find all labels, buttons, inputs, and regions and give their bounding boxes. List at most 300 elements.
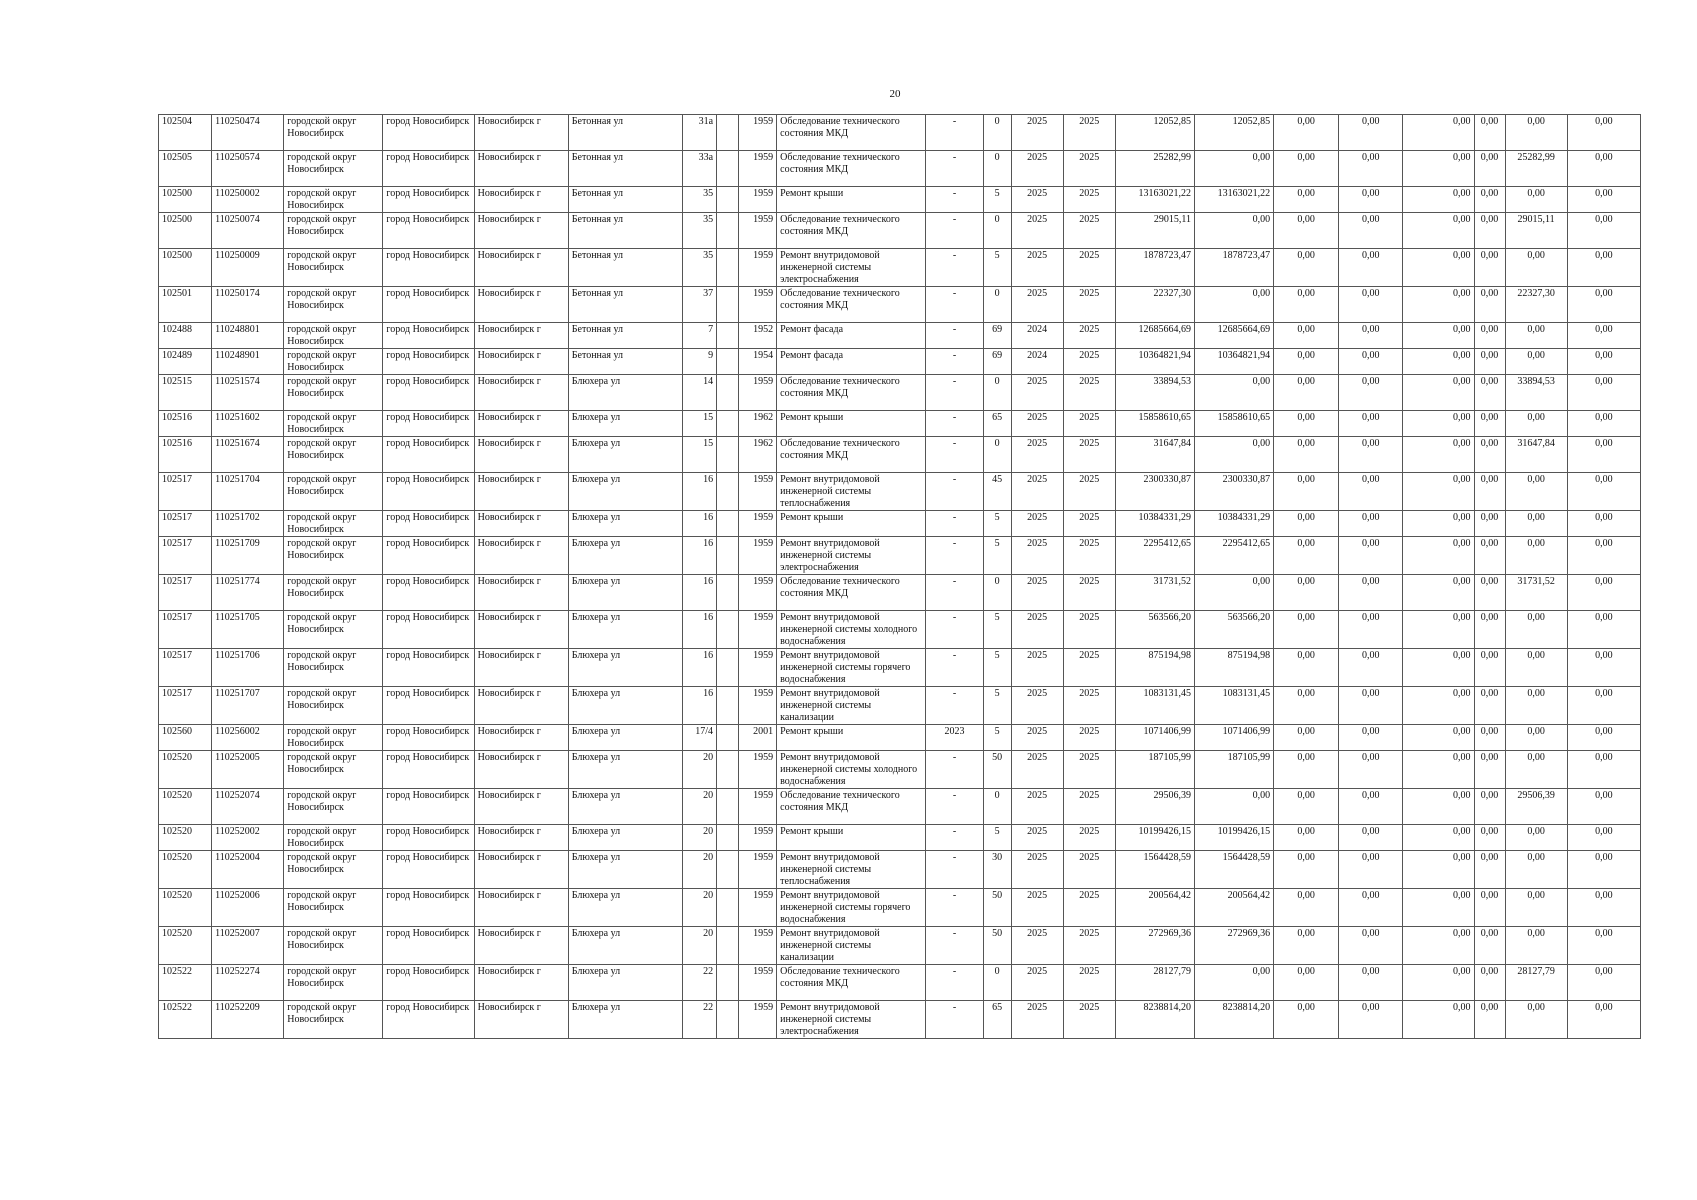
cell-code: 110250574 bbox=[212, 151, 284, 187]
cell-building bbox=[717, 151, 739, 187]
cell-okrug: городской округ Новосибирск bbox=[284, 851, 383, 889]
cell-fund: 8238814,20 bbox=[1194, 1001, 1273, 1039]
cell-house: 35 bbox=[683, 213, 717, 249]
cell-settlement: Новосибирск г bbox=[474, 725, 568, 751]
cell-street: Блюхера ул bbox=[568, 889, 682, 927]
cell-building bbox=[717, 965, 739, 1001]
cell-building bbox=[717, 1001, 739, 1039]
cell-work: Ремонт внутридомовой инженерной системы канализации bbox=[777, 687, 926, 725]
cell-v5: 31647,84 bbox=[1505, 437, 1567, 473]
table-row bbox=[159, 323, 1641, 349]
table-row bbox=[159, 411, 1641, 437]
cell-v3: 0,00 bbox=[1403, 1001, 1474, 1039]
cell-house: 16 bbox=[683, 687, 717, 725]
cell-plan-to: 2025 bbox=[1063, 789, 1115, 825]
cell-work: Ремонт крыши bbox=[777, 511, 926, 537]
cell-house: 16 bbox=[683, 611, 717, 649]
cell-work: Ремонт внутридомовой инженерной системы теплоснабжения bbox=[777, 473, 926, 511]
cell-last: - bbox=[926, 889, 983, 927]
cell-wear: 0 bbox=[983, 213, 1011, 249]
cell-v2: 0,00 bbox=[1339, 649, 1403, 687]
cell-v1: 0,00 bbox=[1274, 537, 1339, 575]
cell-house: 17/4 bbox=[683, 725, 717, 751]
cell-work: Ремонт фасада bbox=[777, 323, 926, 349]
cell-v2: 0,00 bbox=[1339, 751, 1403, 789]
cell-code: 110250002 bbox=[212, 187, 284, 213]
cell-v6: 0,00 bbox=[1567, 789, 1640, 825]
cell-v3: 0,00 bbox=[1403, 511, 1474, 537]
cell-wear: 45 bbox=[983, 473, 1011, 511]
cell-fund: 12052,85 bbox=[1194, 115, 1273, 151]
cell-last: - bbox=[926, 649, 983, 687]
cell-settlement: Новосибирск г bbox=[474, 789, 568, 825]
cell-id: 102504 bbox=[159, 115, 212, 151]
cell-total: 28127,79 bbox=[1115, 965, 1194, 1001]
table-row bbox=[159, 115, 1641, 151]
cell-v5: 0,00 bbox=[1505, 473, 1567, 511]
cell-okrug: городской округ Новосибирск bbox=[284, 375, 383, 411]
cell-fund: 563566,20 bbox=[1194, 611, 1273, 649]
cell-settlement: Новосибирск г bbox=[474, 115, 568, 151]
cell-city: город Новосибирск bbox=[383, 213, 474, 249]
cell-fund: 12685664,69 bbox=[1194, 323, 1273, 349]
cell-v6: 0,00 bbox=[1567, 725, 1640, 751]
cell-plan-to: 2025 bbox=[1063, 187, 1115, 213]
cell-house: 35 bbox=[683, 187, 717, 213]
cell-v6: 0,00 bbox=[1567, 825, 1640, 851]
cell-id: 102517 bbox=[159, 611, 212, 649]
cell-street: Бетонная ул bbox=[568, 151, 682, 187]
cell-okrug: городской округ Новосибирск bbox=[284, 889, 383, 927]
cell-work: Обследование технического состояния МКД bbox=[777, 287, 926, 323]
cell-year: 1959 bbox=[739, 751, 777, 789]
table-body bbox=[159, 115, 1641, 1039]
cell-v2: 0,00 bbox=[1339, 213, 1403, 249]
cell-id: 102517 bbox=[159, 511, 212, 537]
cell-v2: 0,00 bbox=[1339, 511, 1403, 537]
cell-id: 102517 bbox=[159, 575, 212, 611]
cell-okrug: городской округ Новосибирск bbox=[284, 965, 383, 1001]
cell-wear: 0 bbox=[983, 375, 1011, 411]
cell-v4: 0,00 bbox=[1474, 473, 1505, 511]
cell-v5: 0,00 bbox=[1505, 611, 1567, 649]
cell-plan-to: 2025 bbox=[1063, 151, 1115, 187]
cell-plan-to: 2025 bbox=[1063, 611, 1115, 649]
cell-v4: 0,00 bbox=[1474, 889, 1505, 927]
cell-v2: 0,00 bbox=[1339, 725, 1403, 751]
cell-v4: 0,00 bbox=[1474, 927, 1505, 965]
cell-last: - bbox=[926, 965, 983, 1001]
cell-total: 31647,84 bbox=[1115, 437, 1194, 473]
cell-settlement: Новосибирск г bbox=[474, 889, 568, 927]
cell-street: Бетонная ул bbox=[568, 249, 682, 287]
cell-id: 102520 bbox=[159, 927, 212, 965]
cell-v1: 0,00 bbox=[1274, 411, 1339, 437]
cell-id: 102517 bbox=[159, 649, 212, 687]
cell-code: 110248901 bbox=[212, 349, 284, 375]
cell-fund: 15858610,65 bbox=[1194, 411, 1273, 437]
cell-v6: 0,00 bbox=[1567, 323, 1640, 349]
cell-v5: 0,00 bbox=[1505, 725, 1567, 751]
cell-building bbox=[717, 789, 739, 825]
cell-plan-to: 2025 bbox=[1063, 649, 1115, 687]
cell-settlement: Новосибирск г bbox=[474, 537, 568, 575]
cell-year: 1952 bbox=[739, 323, 777, 349]
cell-street: Блюхера ул bbox=[568, 649, 682, 687]
cell-total: 200564,42 bbox=[1115, 889, 1194, 927]
cell-fund: 13163021,22 bbox=[1194, 187, 1273, 213]
cell-street: Блюхера ул bbox=[568, 473, 682, 511]
cell-street: Блюхера ул bbox=[568, 537, 682, 575]
table-row bbox=[159, 375, 1641, 411]
cell-plan-from: 2025 bbox=[1011, 151, 1063, 187]
cell-building bbox=[717, 323, 739, 349]
cell-okrug: городской округ Новосибирск bbox=[284, 249, 383, 287]
cell-v4: 0,00 bbox=[1474, 1001, 1505, 1039]
cell-last: - bbox=[926, 789, 983, 825]
table-row bbox=[159, 889, 1641, 927]
cell-plan-from: 2025 bbox=[1011, 927, 1063, 965]
page-number: 20 bbox=[889, 88, 901, 100]
cell-code: 110252209 bbox=[212, 1001, 284, 1039]
cell-building bbox=[717, 927, 739, 965]
cell-v3: 0,00 bbox=[1403, 115, 1474, 151]
cell-v4: 0,00 bbox=[1474, 575, 1505, 611]
cell-v2: 0,00 bbox=[1339, 889, 1403, 927]
cell-street: Бетонная ул bbox=[568, 115, 682, 151]
cell-total: 10199426,15 bbox=[1115, 825, 1194, 851]
cell-id: 102520 bbox=[159, 789, 212, 825]
cell-total: 15858610,65 bbox=[1115, 411, 1194, 437]
cell-v2: 0,00 bbox=[1339, 411, 1403, 437]
cell-city: город Новосибирск bbox=[383, 437, 474, 473]
cell-year: 1959 bbox=[739, 151, 777, 187]
cell-city: город Новосибирск bbox=[383, 287, 474, 323]
cell-year: 1959 bbox=[739, 511, 777, 537]
cell-v2: 0,00 bbox=[1339, 115, 1403, 151]
cell-v6: 0,00 bbox=[1567, 611, 1640, 649]
cell-year: 1959 bbox=[739, 187, 777, 213]
cell-work: Ремонт внутридомовой инженерной системы горячего водоснабжения bbox=[777, 889, 926, 927]
cell-settlement: Новосибирск г bbox=[474, 375, 568, 411]
cell-okrug: городской округ Новосибирск bbox=[284, 187, 383, 213]
cell-building bbox=[717, 213, 739, 249]
cell-plan-to: 2025 bbox=[1063, 927, 1115, 965]
cell-work: Ремонт внутридомовой инженерной системы холодного водоснабжения bbox=[777, 751, 926, 789]
cell-wear: 0 bbox=[983, 115, 1011, 151]
cell-v4: 0,00 bbox=[1474, 825, 1505, 851]
cell-street: Бетонная ул bbox=[568, 287, 682, 323]
cell-code: 110251704 bbox=[212, 473, 284, 511]
cell-total: 10384331,29 bbox=[1115, 511, 1194, 537]
cell-last: - bbox=[926, 825, 983, 851]
cell-last: - bbox=[926, 927, 983, 965]
cell-plan-to: 2025 bbox=[1063, 889, 1115, 927]
cell-last: - bbox=[926, 437, 983, 473]
cell-okrug: городской округ Новосибирск bbox=[284, 537, 383, 575]
cell-wear: 0 bbox=[983, 575, 1011, 611]
cell-house: 20 bbox=[683, 889, 717, 927]
cell-v6: 0,00 bbox=[1567, 511, 1640, 537]
cell-v6: 0,00 bbox=[1567, 249, 1640, 287]
cell-city: город Новосибирск bbox=[383, 411, 474, 437]
cell-plan-from: 2025 bbox=[1011, 889, 1063, 927]
cell-v6: 0,00 bbox=[1567, 649, 1640, 687]
cell-building bbox=[717, 889, 739, 927]
cell-plan-from: 2025 bbox=[1011, 213, 1063, 249]
cell-v4: 0,00 bbox=[1474, 249, 1505, 287]
cell-street: Блюхера ул bbox=[568, 375, 682, 411]
cell-id: 102517 bbox=[159, 537, 212, 575]
cell-total: 187105,99 bbox=[1115, 751, 1194, 789]
cell-code: 110251709 bbox=[212, 537, 284, 575]
cell-v1: 0,00 bbox=[1274, 789, 1339, 825]
cell-fund: 0,00 bbox=[1194, 151, 1273, 187]
cell-year: 1962 bbox=[739, 437, 777, 473]
cell-city: город Новосибирск bbox=[383, 725, 474, 751]
cell-house: 22 bbox=[683, 1001, 717, 1039]
cell-v5: 31731,52 bbox=[1505, 575, 1567, 611]
cell-city: город Новосибирск bbox=[383, 1001, 474, 1039]
cell-plan-from: 2025 bbox=[1011, 473, 1063, 511]
cell-v4: 0,00 bbox=[1474, 349, 1505, 375]
cell-building bbox=[717, 249, 739, 287]
cell-v3: 0,00 bbox=[1403, 411, 1474, 437]
cell-v3: 0,00 bbox=[1403, 323, 1474, 349]
cell-code: 110251602 bbox=[212, 411, 284, 437]
cell-plan-to: 2025 bbox=[1063, 213, 1115, 249]
cell-v4: 0,00 bbox=[1474, 611, 1505, 649]
cell-fund: 1878723,47 bbox=[1194, 249, 1273, 287]
cell-fund: 200564,42 bbox=[1194, 889, 1273, 927]
cell-v4: 0,00 bbox=[1474, 687, 1505, 725]
cell-v6: 0,00 bbox=[1567, 115, 1640, 151]
cell-city: город Новосибирск bbox=[383, 851, 474, 889]
cell-wear: 5 bbox=[983, 825, 1011, 851]
cell-okrug: городской округ Новосибирск bbox=[284, 825, 383, 851]
cell-plan-from: 2025 bbox=[1011, 851, 1063, 889]
cell-total: 272969,36 bbox=[1115, 927, 1194, 965]
cell-v3: 0,00 bbox=[1403, 437, 1474, 473]
cell-wear: 69 bbox=[983, 349, 1011, 375]
cell-settlement: Новосибирск г bbox=[474, 751, 568, 789]
cell-v1: 0,00 bbox=[1274, 187, 1339, 213]
cell-plan-to: 2025 bbox=[1063, 411, 1115, 437]
cell-v1: 0,00 bbox=[1274, 611, 1339, 649]
cell-settlement: Новосибирск г bbox=[474, 611, 568, 649]
cell-v3: 0,00 bbox=[1403, 751, 1474, 789]
cell-fund: 1071406,99 bbox=[1194, 725, 1273, 751]
cell-v5: 0,00 bbox=[1505, 115, 1567, 151]
cell-plan-to: 2025 bbox=[1063, 1001, 1115, 1039]
cell-v6: 0,00 bbox=[1567, 537, 1640, 575]
cell-house: 22 bbox=[683, 965, 717, 1001]
cell-code: 110252007 bbox=[212, 927, 284, 965]
cell-v4: 0,00 bbox=[1474, 151, 1505, 187]
cell-fund: 0,00 bbox=[1194, 965, 1273, 1001]
cell-plan-from: 2025 bbox=[1011, 725, 1063, 751]
cell-v5: 0,00 bbox=[1505, 537, 1567, 575]
cell-plan-to: 2025 bbox=[1063, 287, 1115, 323]
cell-total: 31731,52 bbox=[1115, 575, 1194, 611]
cell-plan-from: 2025 bbox=[1011, 965, 1063, 1001]
cell-v5: 33894,53 bbox=[1505, 375, 1567, 411]
table-row bbox=[159, 851, 1641, 889]
cell-v1: 0,00 bbox=[1274, 213, 1339, 249]
cell-v6: 0,00 bbox=[1567, 1001, 1640, 1039]
cell-fund: 0,00 bbox=[1194, 213, 1273, 249]
cell-v6: 0,00 bbox=[1567, 575, 1640, 611]
cell-last: - bbox=[926, 287, 983, 323]
cell-v1: 0,00 bbox=[1274, 649, 1339, 687]
cell-street: Блюхера ул bbox=[568, 611, 682, 649]
cell-last: - bbox=[926, 473, 983, 511]
cell-year: 1959 bbox=[739, 115, 777, 151]
cell-v2: 0,00 bbox=[1339, 287, 1403, 323]
cell-v5: 0,00 bbox=[1505, 349, 1567, 375]
cell-settlement: Новосибирск г bbox=[474, 287, 568, 323]
cell-building bbox=[717, 825, 739, 851]
cell-code: 110251774 bbox=[212, 575, 284, 611]
cell-street: Блюхера ул bbox=[568, 575, 682, 611]
cell-plan-from: 2024 bbox=[1011, 349, 1063, 375]
cell-code: 110251574 bbox=[212, 375, 284, 411]
table-row bbox=[159, 473, 1641, 511]
cell-settlement: Новосибирск г bbox=[474, 649, 568, 687]
cell-last: - bbox=[926, 323, 983, 349]
cell-v3: 0,00 bbox=[1403, 649, 1474, 687]
cell-street: Блюхера ул bbox=[568, 965, 682, 1001]
cell-street: Бетонная ул bbox=[568, 213, 682, 249]
table-row bbox=[159, 187, 1641, 213]
cell-v3: 0,00 bbox=[1403, 375, 1474, 411]
cell-settlement: Новосибирск г bbox=[474, 687, 568, 725]
cell-building bbox=[717, 751, 739, 789]
cell-code: 110250474 bbox=[212, 115, 284, 151]
cell-city: город Новосибирск bbox=[383, 575, 474, 611]
cell-year: 2001 bbox=[739, 725, 777, 751]
cell-street: Бетонная ул bbox=[568, 349, 682, 375]
cell-settlement: Новосибирск г bbox=[474, 213, 568, 249]
cell-okrug: городской округ Новосибирск bbox=[284, 927, 383, 965]
cell-id: 102489 bbox=[159, 349, 212, 375]
cell-v1: 0,00 bbox=[1274, 323, 1339, 349]
cell-settlement: Новосибирск г bbox=[474, 437, 568, 473]
cell-code: 110252002 bbox=[212, 825, 284, 851]
cell-v3: 0,00 bbox=[1403, 287, 1474, 323]
cell-total: 33894,53 bbox=[1115, 375, 1194, 411]
table-row bbox=[159, 287, 1641, 323]
cell-v1: 0,00 bbox=[1274, 851, 1339, 889]
cell-building bbox=[717, 187, 739, 213]
cell-street: Блюхера ул bbox=[568, 725, 682, 751]
cell-v4: 0,00 bbox=[1474, 187, 1505, 213]
cell-code: 110252274 bbox=[212, 965, 284, 1001]
cell-id: 102501 bbox=[159, 287, 212, 323]
cell-v1: 0,00 bbox=[1274, 725, 1339, 751]
cell-street: Блюхера ул bbox=[568, 927, 682, 965]
cell-plan-to: 2025 bbox=[1063, 511, 1115, 537]
table-row bbox=[159, 965, 1641, 1001]
cell-id: 102505 bbox=[159, 151, 212, 187]
cell-last: - bbox=[926, 575, 983, 611]
cell-v3: 0,00 bbox=[1403, 851, 1474, 889]
cell-plan-to: 2025 bbox=[1063, 437, 1115, 473]
cell-work: Обследование технического состояния МКД bbox=[777, 151, 926, 187]
cell-v1: 0,00 bbox=[1274, 1001, 1339, 1039]
cell-v1: 0,00 bbox=[1274, 287, 1339, 323]
cell-building bbox=[717, 649, 739, 687]
cell-wear: 0 bbox=[983, 965, 1011, 1001]
cell-year: 1959 bbox=[739, 687, 777, 725]
cell-v3: 0,00 bbox=[1403, 473, 1474, 511]
cell-v3: 0,00 bbox=[1403, 789, 1474, 825]
cell-work: Ремонт крыши bbox=[777, 725, 926, 751]
cell-street: Блюхера ул bbox=[568, 851, 682, 889]
cell-id: 102522 bbox=[159, 965, 212, 1001]
cell-work: Ремонт фасада bbox=[777, 349, 926, 375]
cell-v2: 0,00 bbox=[1339, 789, 1403, 825]
cell-house: 20 bbox=[683, 927, 717, 965]
cell-v3: 0,00 bbox=[1403, 349, 1474, 375]
table-row bbox=[159, 927, 1641, 965]
cell-last: - bbox=[926, 1001, 983, 1039]
cell-house: 20 bbox=[683, 851, 717, 889]
cell-city: город Новосибирск bbox=[383, 751, 474, 789]
cell-plan-from: 2025 bbox=[1011, 511, 1063, 537]
cell-v6: 0,00 bbox=[1567, 927, 1640, 965]
cell-last: - bbox=[926, 187, 983, 213]
cell-v6: 0,00 bbox=[1567, 751, 1640, 789]
cell-settlement: Новосибирск г bbox=[474, 349, 568, 375]
cell-plan-to: 2025 bbox=[1063, 825, 1115, 851]
cell-v4: 0,00 bbox=[1474, 437, 1505, 473]
cell-okrug: городской округ Новосибирск bbox=[284, 575, 383, 611]
cell-v2: 0,00 bbox=[1339, 537, 1403, 575]
cell-v5: 0,00 bbox=[1505, 649, 1567, 687]
cell-plan-from: 2025 bbox=[1011, 375, 1063, 411]
cell-v1: 0,00 bbox=[1274, 249, 1339, 287]
cell-v2: 0,00 bbox=[1339, 323, 1403, 349]
cell-plan-to: 2025 bbox=[1063, 249, 1115, 287]
cell-city: город Новосибирск bbox=[383, 965, 474, 1001]
cell-wear: 5 bbox=[983, 611, 1011, 649]
cell-wear: 50 bbox=[983, 927, 1011, 965]
cell-v4: 0,00 bbox=[1474, 511, 1505, 537]
cell-id: 102515 bbox=[159, 375, 212, 411]
cell-city: город Новосибирск bbox=[383, 323, 474, 349]
cell-v1: 0,00 bbox=[1274, 349, 1339, 375]
cell-code: 110251707 bbox=[212, 687, 284, 725]
cell-year: 1959 bbox=[739, 789, 777, 825]
cell-id: 102522 bbox=[159, 1001, 212, 1039]
cell-year: 1959 bbox=[739, 611, 777, 649]
cell-wear: 0 bbox=[983, 437, 1011, 473]
cell-city: город Новосибирск bbox=[383, 825, 474, 851]
cell-v3: 0,00 bbox=[1403, 889, 1474, 927]
cell-v4: 0,00 bbox=[1474, 323, 1505, 349]
cell-city: город Новосибирск bbox=[383, 889, 474, 927]
cell-city: город Новосибирск bbox=[383, 375, 474, 411]
cell-house: 35 bbox=[683, 249, 717, 287]
cell-okrug: городской округ Новосибирск bbox=[284, 725, 383, 751]
cell-last: - bbox=[926, 115, 983, 151]
cell-building bbox=[717, 349, 739, 375]
cell-v4: 0,00 bbox=[1474, 851, 1505, 889]
cell-code: 110251674 bbox=[212, 437, 284, 473]
cell-plan-to: 2025 bbox=[1063, 537, 1115, 575]
cell-wear: 69 bbox=[983, 323, 1011, 349]
